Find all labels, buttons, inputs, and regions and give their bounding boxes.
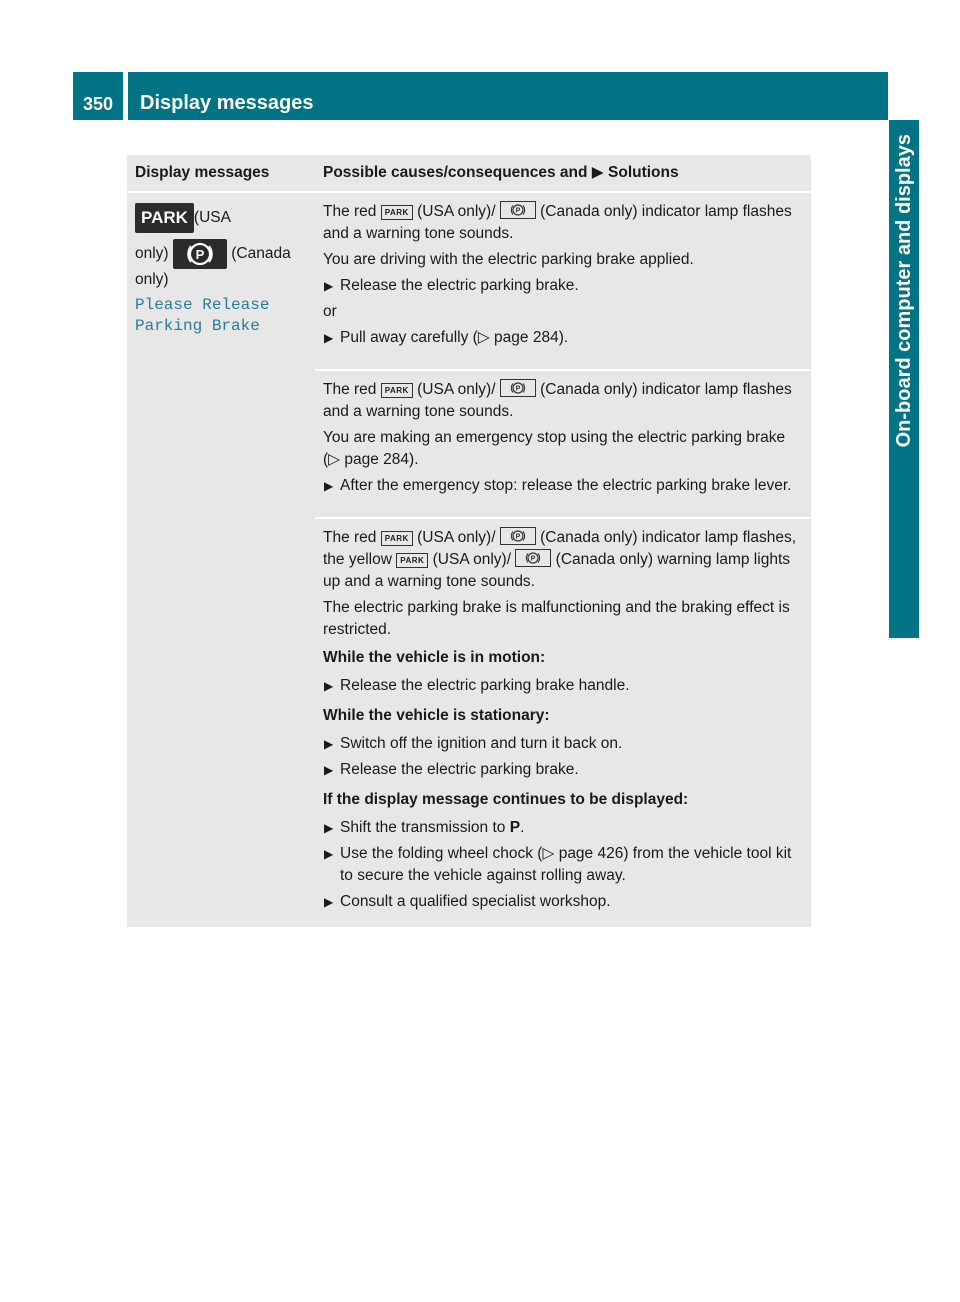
display-message-line2: Parking Brake xyxy=(135,317,260,335)
cause-cell xyxy=(315,517,811,927)
intro-text: The red PARK (USA only)/ P (Canada only) indicator lamp flashes and a warning tone sounds. xyxy=(323,381,792,420)
only-note: only) xyxy=(135,245,169,263)
parking-circle-warning-icon xyxy=(515,549,551,567)
park-warning-icon: PARK xyxy=(135,203,194,233)
park-indicator-icon: PARK xyxy=(381,383,413,398)
header-display-messages: Display messages xyxy=(127,155,315,191)
header-causes-solutions: Possible causes/consequences and ▶ Solutions xyxy=(315,155,811,191)
solution-step: ▶ Release the electric parking brake. xyxy=(323,275,803,297)
park-warning-lamp-icon: PARK xyxy=(396,553,428,568)
parking-circle-indicator-icon xyxy=(500,379,536,397)
step-arrow-icon: ▶ xyxy=(324,679,334,693)
solution-step: ▶ Switch off the ignition and turn it back on. xyxy=(323,733,803,755)
stationary-heading: While the vehicle is stationary: xyxy=(323,707,550,724)
side-tab-label: On-board computer and displays xyxy=(893,134,915,448)
park-indicator-icon: PARK xyxy=(381,205,413,220)
step-arrow-icon: ▶ xyxy=(324,737,334,751)
parking-circle-indicator-icon xyxy=(500,201,536,219)
svg-text:P: P xyxy=(515,533,521,541)
park-indicator-icon: PARK xyxy=(381,531,413,546)
svg-text:P: P xyxy=(531,555,536,563)
table-row xyxy=(127,191,811,369)
canada-only-note: (Canada xyxy=(231,245,291,263)
step-arrow-icon: ▶ xyxy=(324,821,334,835)
svg-text:P: P xyxy=(195,247,205,262)
or-text: or xyxy=(323,303,337,320)
display-message-cell xyxy=(127,191,315,927)
page-number: 350 xyxy=(83,94,114,114)
step-arrow-icon: ▶ xyxy=(324,847,334,861)
step-arrow-icon: ▶ xyxy=(324,479,334,493)
cause-cell xyxy=(315,369,811,517)
motion-heading: While the vehicle is in motion: xyxy=(323,649,546,666)
page-title-bar xyxy=(128,72,888,120)
solution-step: ▶ Consult a qualified specialist workshop. xyxy=(323,891,803,913)
step-arrow-icon: ▶ xyxy=(324,331,334,345)
solution-step: ▶ After the emergency stop: release the electric parking brake lever. xyxy=(323,475,803,497)
page-number-bar xyxy=(73,72,123,120)
step-arrow-icon: ▶ xyxy=(324,763,334,777)
page-title: Display messages xyxy=(140,92,314,114)
cause-cell xyxy=(315,191,811,369)
solution-step: ▶ Release the electric parking brake handle. xyxy=(323,675,803,697)
display-message-line1: Please Release xyxy=(135,296,270,314)
svg-text:P: P xyxy=(515,385,521,393)
cause-text: You are making an emergency stop using the electric parking brake (▷ page 284). xyxy=(323,429,786,468)
solution-step: ▶ Use the folding wheel chock (▷ page 426) from the vehicle tool kit to secure the vehicle against rolling away. xyxy=(324,845,792,884)
intro-text: The red PARK (USA only)/ P (Canada only) indicator lamp flashes and a warning tone sounds. xyxy=(323,203,792,242)
cause-text: You are driving with the electric parking brake applied. xyxy=(323,251,694,268)
step-arrow-icon: ▶ xyxy=(324,279,334,293)
cause-text: The electric parking brake is malfunctioning and the braking effect is restricted. xyxy=(323,599,790,638)
solution-step: ▶ Pull away carefully (▷ page 284). xyxy=(323,327,803,349)
solution-step: ▶ Shift the transmission to P. xyxy=(323,817,803,839)
display-messages-table xyxy=(127,155,811,927)
continue-heading: If the display message continues to be displayed: xyxy=(323,791,689,808)
svg-text:P: P xyxy=(515,207,521,215)
table-header-row xyxy=(127,155,811,191)
parking-brake-circle-icon xyxy=(173,239,227,269)
solution-step: ▶ Release the electric parking brake. xyxy=(323,759,803,781)
parking-circle-indicator-icon xyxy=(500,527,536,545)
usa-only-note: (USA xyxy=(193,209,231,227)
intro-text: The red PARK (USA only)/ P (Canada only) indicator lamp flashes, the yellow PARK (USA only)/ P (Canada only) warning lamp lights up and a warning tone sounds. xyxy=(323,529,797,590)
only-note-2: only) xyxy=(135,271,169,288)
step-arrow-icon: ▶ xyxy=(324,895,334,909)
side-tab xyxy=(889,120,919,638)
